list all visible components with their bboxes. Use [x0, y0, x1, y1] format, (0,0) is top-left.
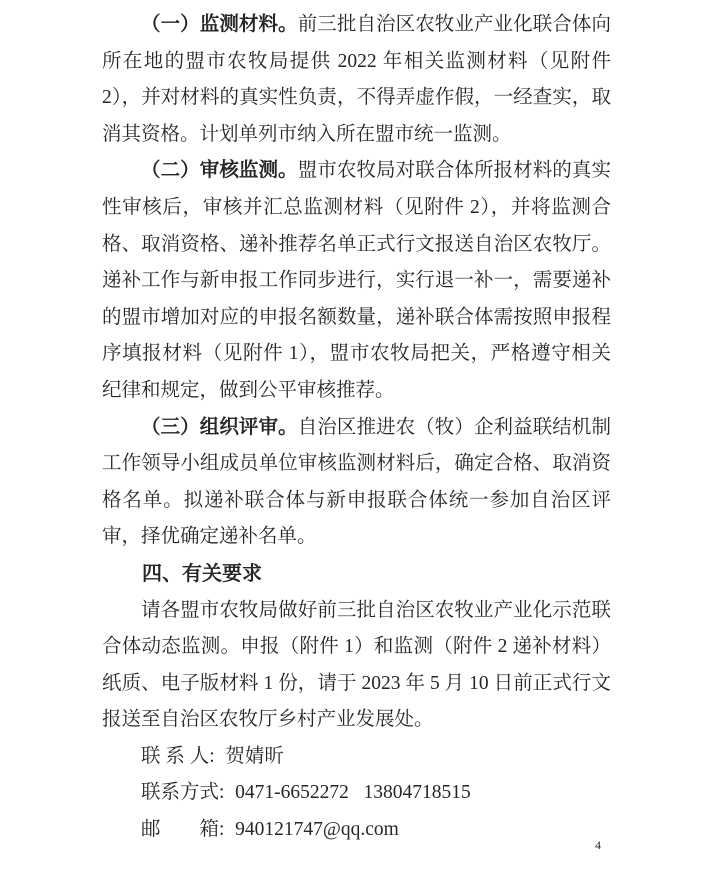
- paragraph-3-text: 自治区推进农（牧）企利益联结机制工作领导小组成员单位审核监测材料后，确定合格、取消资格名单。拟递补联合体与新申报联合体统一参加自治区评审，择优确定递补名单。: [102, 416, 611, 548]
- closing-paragraph-text: 请各盟市农牧局做好前三批自治区农牧业产业化示范联合体动态监测。申报（附件 1）和监测（附件 2 递补材料）纸质、电子版材料 1 份，请于 2023 年 5 月 10 日前正式行文报送至自治区农牧厅乡村产业发展处。: [102, 599, 611, 731]
- body-paragraph-1: [102, 7, 611, 153]
- section-heading: 四、有关要求: [142, 562, 262, 585]
- paragraph-2-lead: （二）审核监测。: [141, 160, 298, 182]
- contact-person-line: [102, 739, 611, 776]
- body-paragraph-3: [102, 410, 611, 556]
- paragraph-3-lead: （三）组织评审。: [141, 416, 298, 438]
- paragraph-1-lead: （一）监测材料。: [141, 14, 298, 35]
- paragraph-2-text: 盟市农牧局对联合体所报材料的真实性审核后，审核并汇总监测材料（见附件 2），并将监测合格、取消资格、递补推荐名单正式行文报送自治区农牧厅。递补工作与新申报工作同步进行，实行退一补一，需要递补的盟市增加对应的申报名额数量，递补联合体需按照申报程序填报材料（见附件 1），盟市农牧局把关，严格遵守相关纪律和规定，做到公平审核推荐。: [102, 160, 611, 401]
- contact-phone-value: 0471-6652272 13804718515: [235, 782, 471, 804]
- contact-email-line: [102, 812, 611, 849]
- paragraph-1-text: 前三批自治区农牧业产业化联合体向所在地的盟市农牧局提供 2022 年相关监测材料（见附件 2），并对材料的真实性负责，不得弄虚作假，一经查实，取消其资格。计划单列市纳入所在盟市统一监测。: [102, 14, 611, 145]
- document-content: [102, 7, 611, 849]
- closing-paragraph: [102, 593, 611, 739]
- contact-person-label: 联 系 人:: [141, 745, 215, 767]
- contact-person-value: 贺婧昕: [225, 745, 284, 767]
- contact-email-value: 940121747@qq.com: [235, 819, 399, 841]
- contact-phone-label: 联系方式:: [141, 782, 225, 804]
- page-number: 4: [595, 838, 601, 852]
- contact-email-label: 邮 箱:: [141, 819, 225, 841]
- contact-phone-line: [102, 775, 611, 812]
- body-paragraph-2: [102, 153, 611, 409]
